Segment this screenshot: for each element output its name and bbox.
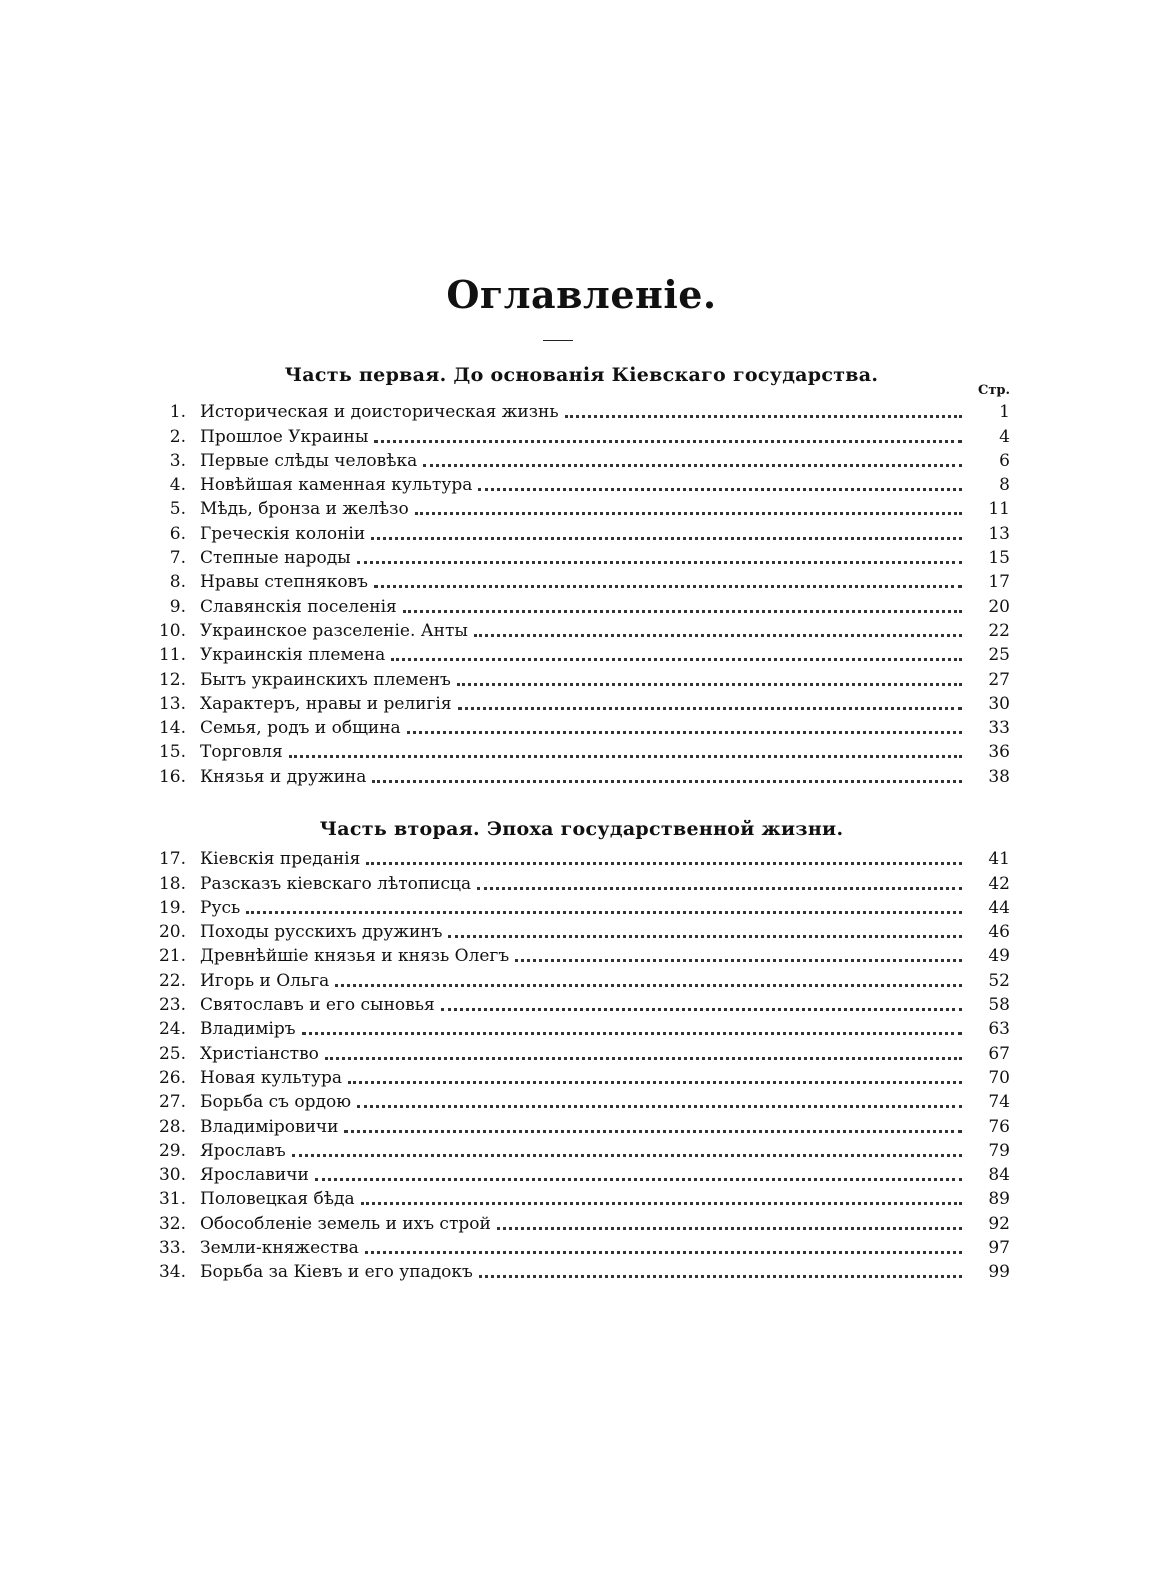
toc-entry-title: Половецкая бѣда	[200, 1189, 355, 1210]
toc-entry-page: 8	[999, 475, 1010, 496]
dot-leader	[372, 779, 962, 783]
toc-entry-number: 29.	[158, 1140, 186, 1161]
dot-leader	[302, 1031, 962, 1035]
toc-entry-number: 22.	[158, 970, 186, 991]
toc-entry-number: 3.	[169, 450, 186, 471]
toc-entry[interactable]	[150, 519, 1010, 543]
toc-entry-number: 23.	[158, 995, 186, 1016]
toc-entry-title: Игорь и Ольга	[200, 970, 330, 991]
toc-entry-title: Первые слѣды человѣка	[200, 450, 418, 471]
toc-entry[interactable]	[150, 1112, 1010, 1136]
toc-entry-page: 76	[988, 1116, 1010, 1137]
toc-entry-page: 92	[988, 1213, 1010, 1234]
page-column-label: Стр.	[977, 383, 1010, 398]
toc-entry-number: 12.	[158, 669, 186, 690]
toc-entry-page: 67	[988, 1043, 1010, 1064]
dot-leader	[565, 414, 962, 418]
toc-entry[interactable]	[150, 1137, 1010, 1161]
toc-entry[interactable]	[150, 966, 1010, 990]
toc-entry-title: Семья, родъ и община	[200, 718, 401, 739]
toc-entry-number: 6.	[169, 523, 186, 544]
toc-entry[interactable]	[150, 690, 1010, 714]
toc-entry-number: 7.	[169, 548, 186, 569]
dot-leader	[458, 706, 962, 710]
toc-entry-number: 10.	[158, 620, 186, 641]
dot-leader	[478, 487, 962, 491]
dot-leader	[292, 1153, 962, 1157]
toc-entry-page: 1	[999, 402, 1010, 423]
toc-entry-title: Земли-княжества	[200, 1238, 359, 1259]
toc-entry-title: Нравы степняковъ	[200, 572, 368, 593]
toc-entry-number: 17.	[158, 849, 186, 870]
toc-entry-page: 79	[988, 1140, 1010, 1161]
dot-leader	[448, 934, 962, 938]
toc-entry-number: 28.	[158, 1116, 186, 1137]
toc-entry-number: 16.	[158, 766, 186, 787]
page-title: Оглавленіе.	[446, 272, 717, 317]
toc-entry-title: Историческая и доисторическая жизнь	[200, 402, 559, 423]
toc-entry[interactable]	[150, 447, 1010, 471]
toc-entry[interactable]	[150, 471, 1010, 495]
dot-leader	[325, 1056, 962, 1060]
toc-entry-page: 52	[988, 970, 1010, 991]
dot-leader	[344, 1129, 962, 1133]
toc-entry-page: 25	[988, 645, 1010, 666]
toc-entry-page: 97	[988, 1238, 1010, 1259]
toc-entry-number: 1.	[169, 402, 186, 423]
toc-entry-title: Русь	[200, 897, 241, 918]
toc-entry-number: 31.	[158, 1189, 186, 1210]
toc-entry-number: 5.	[169, 499, 186, 520]
dot-leader	[374, 439, 962, 443]
dot-leader	[391, 657, 962, 661]
toc-entry-number: 32.	[158, 1213, 186, 1234]
title-divider	[543, 340, 573, 341]
toc-entry[interactable]	[150, 845, 1010, 869]
toc-entry-number: 8.	[169, 572, 186, 593]
toc-entry[interactable]	[150, 1015, 1010, 1039]
dot-leader	[474, 633, 962, 637]
toc-entry[interactable]	[150, 1185, 1010, 1209]
toc-entry-page: 22	[988, 620, 1010, 641]
dot-leader	[361, 1201, 962, 1205]
dot-leader	[371, 536, 962, 540]
toc-entry-page: 99	[988, 1262, 1010, 1283]
toc-entry-page: 30	[988, 693, 1010, 714]
toc-entry-page: 33	[988, 718, 1010, 739]
dot-leader	[497, 1226, 962, 1230]
toc-entry[interactable]	[150, 918, 1010, 942]
toc-entry-title: Украинское разселеніе. Анты	[200, 620, 468, 641]
toc-entry[interactable]	[150, 398, 1010, 422]
toc-entry[interactable]	[150, 1064, 1010, 1088]
toc-entry[interactable]	[150, 1039, 1010, 1063]
toc-entry-title: Владиміровичи	[200, 1116, 339, 1137]
toc-entry-title: Борьба съ ордою	[200, 1092, 351, 1113]
toc-entry-number: 21.	[158, 946, 186, 967]
toc-entry-page: 38	[988, 766, 1010, 787]
toc-entry-title: Греческія колоніи	[200, 523, 366, 544]
toc-entry-title: Прошлое Украины	[200, 426, 369, 447]
dot-leader	[357, 560, 962, 564]
toc-entry-number: 25.	[158, 1043, 186, 1064]
toc-entry-title: Степные народы	[200, 548, 351, 569]
dot-leader	[403, 609, 962, 613]
toc-entry[interactable]	[150, 942, 1010, 966]
toc-entry-number: 34.	[158, 1262, 186, 1283]
toc-entry[interactable]	[150, 1088, 1010, 1112]
part-2-heading: Часть вторая. Эпоха государственной жизни.	[319, 818, 844, 840]
toc-entry-title: Новая культура	[200, 1067, 343, 1088]
toc-entry-number: 20.	[158, 922, 186, 943]
toc-entry-page: 84	[988, 1165, 1010, 1186]
toc-entry-number: 14.	[158, 718, 186, 739]
toc-entry[interactable]	[150, 665, 1010, 689]
toc-entry-page: 49	[988, 946, 1010, 967]
toc-entry-number: 13.	[158, 693, 186, 714]
toc-entry-title: Разсказъ кіевскаго лѣтописца	[200, 873, 472, 894]
part-2-toc-list	[150, 845, 1010, 1282]
dot-leader	[348, 1080, 962, 1084]
dot-leader	[457, 682, 962, 686]
toc-entry-number: 4.	[169, 475, 186, 496]
toc-entry[interactable]	[150, 422, 1010, 446]
toc-entry-title: Святославъ и его сыновья	[200, 995, 435, 1016]
dot-leader	[357, 1104, 962, 1108]
toc-entry-page: 89	[988, 1189, 1010, 1210]
dot-leader	[415, 511, 962, 515]
toc-entry-title: Характеръ, нравы и религія	[200, 693, 452, 714]
dot-leader	[366, 861, 962, 865]
toc-entry-title: Обособленіе земель и ихъ строй	[200, 1213, 491, 1234]
toc-entry[interactable]	[150, 738, 1010, 762]
dot-leader	[477, 886, 962, 890]
toc-entry-page: 15	[988, 548, 1010, 569]
dot-leader	[407, 730, 962, 734]
toc-entry-number: 24.	[158, 1019, 186, 1040]
dot-leader	[374, 584, 962, 588]
toc-entry-page: 41	[988, 849, 1010, 870]
toc-entry-title: Бытъ украинскихъ племенъ	[200, 669, 451, 690]
toc-entry-page: 63	[988, 1019, 1010, 1040]
toc-entry-number: 26.	[158, 1067, 186, 1088]
toc-entry[interactable]	[150, 495, 1010, 519]
dot-leader	[515, 958, 962, 962]
toc-entry-page: 4	[999, 426, 1010, 447]
toc-entry[interactable]	[150, 894, 1010, 918]
toc-entry-page: 70	[988, 1067, 1010, 1088]
dot-leader	[365, 1250, 962, 1254]
toc-entry-number: 9.	[169, 596, 186, 617]
toc-entry-title: Борьба за Кіевъ и его упадокъ	[200, 1262, 473, 1283]
toc-entry-number: 2.	[169, 426, 186, 447]
toc-entry-page: 42	[988, 873, 1010, 894]
toc-entry-page: 11	[988, 499, 1010, 520]
toc-entry-page: 17	[988, 572, 1010, 593]
toc-entry-title: Князья и дружина	[200, 766, 367, 787]
toc-entry-page: 27	[988, 669, 1010, 690]
dot-leader	[289, 754, 962, 758]
toc-entry-title: Владиміръ	[200, 1019, 296, 1040]
toc-entry-number: 18.	[158, 873, 186, 894]
toc-entry-title: Древнѣйшіе князья и князь Олегъ	[200, 946, 510, 967]
toc-entry-number: 19.	[158, 897, 186, 918]
toc-entry-title: Мѣдь, бронза и желѣзо	[200, 499, 409, 520]
dot-leader	[479, 1274, 962, 1278]
part-1-heading: Часть первая. До основанія Кіевскаго государства.	[284, 364, 879, 386]
toc-entry[interactable]	[150, 592, 1010, 616]
toc-entry-page: 13	[988, 523, 1010, 544]
part-1-toc-list	[150, 398, 1010, 787]
toc-entry-number: 33.	[158, 1238, 186, 1259]
toc-entry-title: Кіевскія преданія	[200, 849, 361, 870]
toc-entry-page: 6	[999, 450, 1010, 471]
toc-entry[interactable]	[150, 762, 1010, 786]
dot-leader	[335, 983, 962, 987]
toc-entry-number: 11.	[158, 645, 186, 666]
dot-leader	[315, 1177, 962, 1181]
dot-leader	[423, 463, 962, 467]
toc-entry[interactable]	[150, 869, 1010, 893]
toc-entry[interactable]	[150, 1234, 1010, 1258]
toc-entry-title: Ярославичи	[200, 1165, 309, 1186]
toc-entry-title: Христіанство	[200, 1043, 319, 1064]
toc-entry[interactable]	[150, 1258, 1010, 1282]
toc-entry[interactable]	[150, 991, 1010, 1015]
toc-entry[interactable]	[150, 617, 1010, 641]
toc-entry-page: 36	[988, 742, 1010, 763]
toc-entry-page: 20	[988, 596, 1010, 617]
toc-entry-title: Славянскія поселенія	[200, 596, 397, 617]
toc-entry[interactable]	[150, 568, 1010, 592]
toc-entry-page: 74	[988, 1092, 1010, 1113]
toc-entry-number: 27.	[158, 1092, 186, 1113]
toc-entry-title: Новѣйшая каменная культура	[200, 475, 473, 496]
toc-entry-title: Ярославъ	[200, 1140, 286, 1161]
toc-entry-page: 44	[988, 897, 1010, 918]
toc-entry[interactable]	[150, 544, 1010, 568]
dot-leader	[246, 910, 962, 914]
toc-entry[interactable]	[150, 1161, 1010, 1185]
toc-entry-title: Походы русскихъ дружинъ	[200, 922, 443, 943]
toc-entry[interactable]	[150, 1209, 1010, 1233]
toc-entry-page: 58	[988, 995, 1010, 1016]
toc-entry-number: 30.	[158, 1165, 186, 1186]
toc-entry[interactable]	[150, 714, 1010, 738]
toc-entry-title: Торговля	[200, 742, 283, 763]
dot-leader	[441, 1007, 962, 1011]
toc-entry-title: Украинскія племена	[200, 645, 386, 666]
toc-entry-page: 46	[988, 922, 1010, 943]
toc-entry-number: 15.	[158, 742, 186, 763]
toc-entry[interactable]	[150, 641, 1010, 665]
